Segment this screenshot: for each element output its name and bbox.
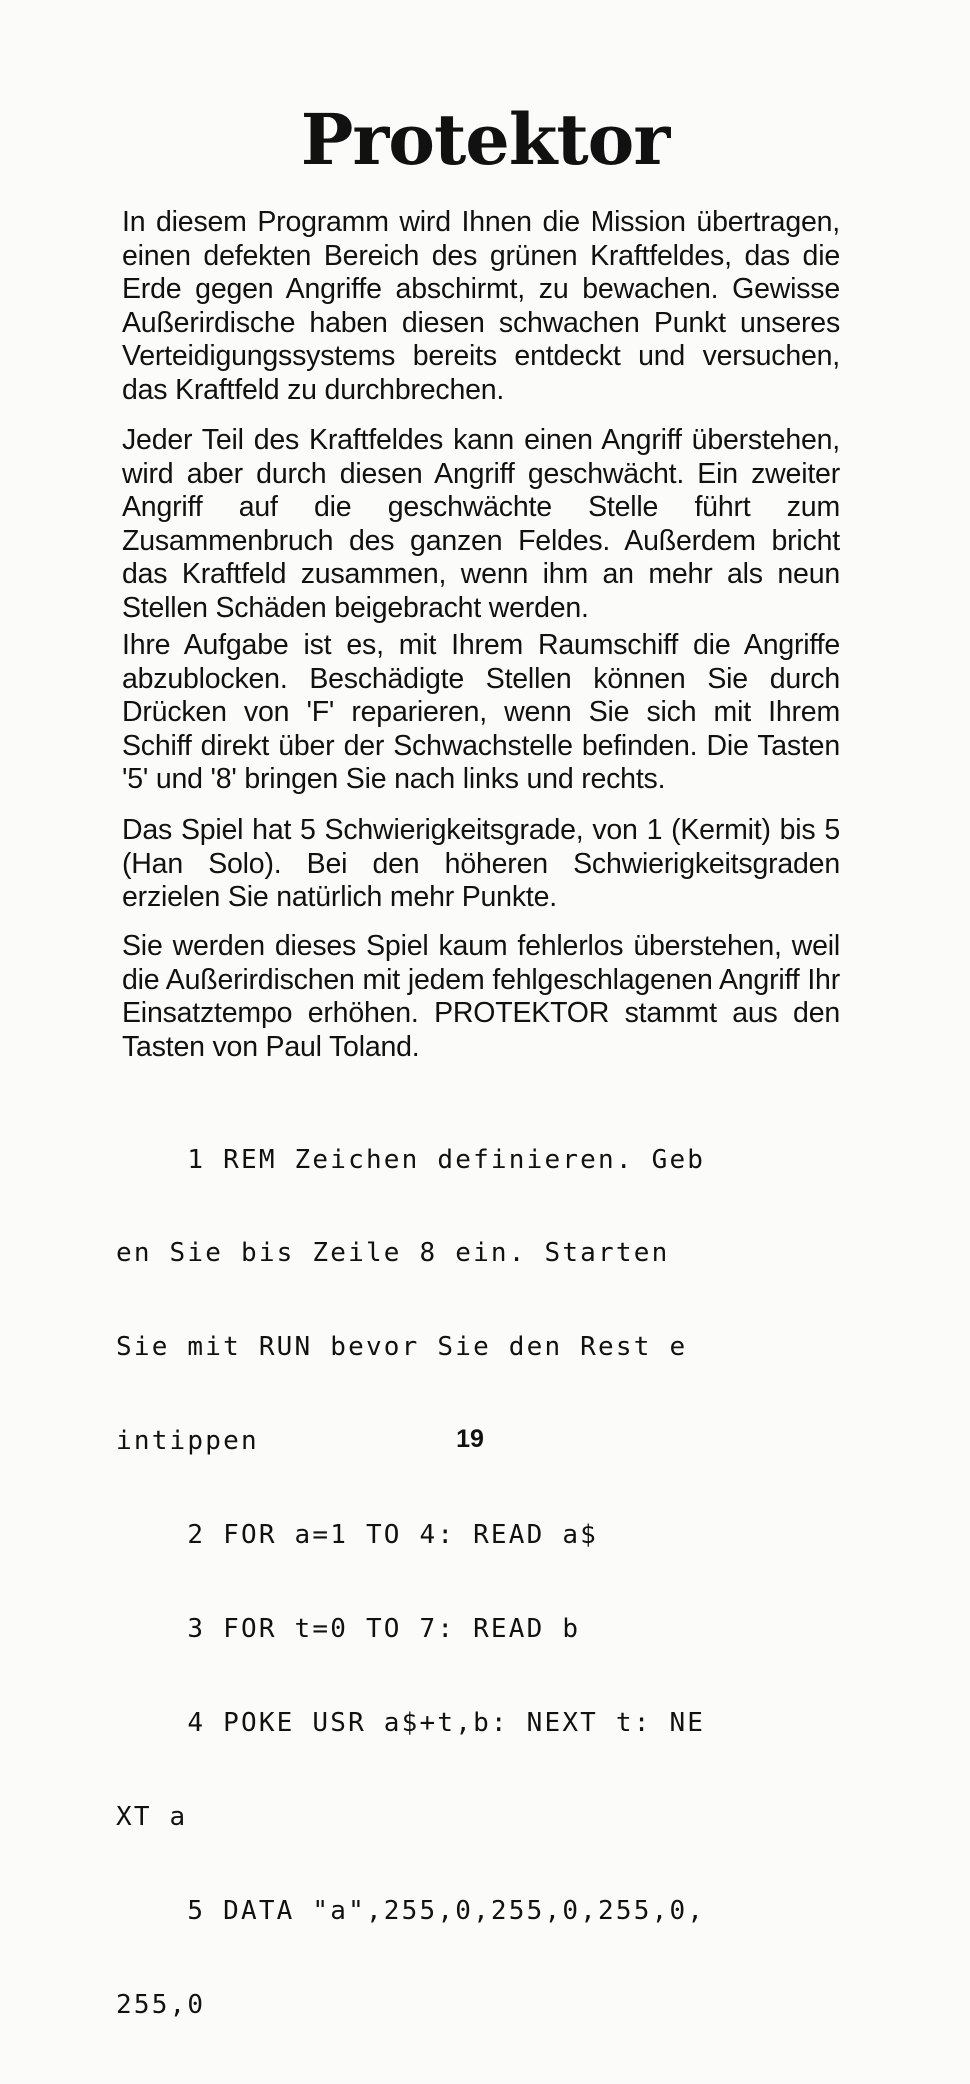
page-number: 19 [456, 1425, 484, 1453]
listing-line: 2 FOR a=1 TO 4: READ a$ [116, 1520, 599, 1551]
paragraph-credits: Sie werden dieses Spiel kaum fehlerlos überstehen, weil die Außerirdischen mit jedem fehlgeschlagenen Angriff Ihr Einsatztempo erhöhen. PROTEKTOR stammt aus den Tasten von Paul Toland. [122, 930, 840, 1063]
paragraph-difficulty: Das Spiel hat 5 Schwierigkeitsgrade, von 1 (Kermit) bis 5 (Han Solo). Bei den höheren Schwierigkeitsgraden erzielen Sie natürlich mehr Punkte. [122, 814, 840, 913]
basic-program-listing [116, 1082, 836, 2084]
listing-line: XT a [116, 1801, 188, 1832]
page-title: Protektor [300, 98, 670, 181]
listing-line: intippen [116, 1426, 259, 1457]
listing-line: en Sie bis Zeile 8 ein. Starten [116, 1238, 670, 1269]
paragraph-force-field: Jeder Teil des Kraftfeldes kann einen Angriff überstehen, wird aber durch diesen Angriff geschwächt. Ein zweiter Angriff auf die geschwächte Stelle führt zum Zusammenbruch des ganzen Feldes. Außerdem bricht das Kraftfeld zusammen, wenn ihm an mehr als neun Stellen Schäden beigebracht werden. [122, 424, 840, 624]
listing-line: 255,0 [116, 1989, 206, 2020]
paragraph-intro: In diesem Programm wird Ihnen die Mission übertragen, einen defekten Bereich des grünen Kraftfeldes, das die Erde gegen Angriffe abschirmt, zu bewachen. Gewisse Außerirdische haben diesen schwachen Punkt unseres Verteidigungssystems bereits entdeckt und versuchen, das Kraftfeld zu durchbrechen. [122, 206, 840, 406]
paragraph-task: Ihre Aufgabe ist es, mit Ihrem Raumschiff die Angriffe abzublocken. Beschädigte Stellen können Sie durch Drücken von 'F' reparieren, wenn Sie sich mit Ihrem Schiff direkt über der Schwachstelle befinden. Die Tasten '5' und '8' bringen Sie nach links und rechts. [122, 629, 840, 795]
listing-line: 5 DATA "a",255,0,255,0,255,0, [116, 1895, 706, 1926]
listing-line: 4 POKE USR a$+t,b: NEXT t: NE [116, 1707, 706, 1738]
listing-line: Sie mit RUN bevor Sie den Rest e [116, 1332, 688, 1363]
listing-line: 3 FOR t=0 TO 7: READ b [116, 1614, 581, 1645]
listing-line: 1 REM Zeichen definieren. Geb [116, 1144, 706, 1175]
